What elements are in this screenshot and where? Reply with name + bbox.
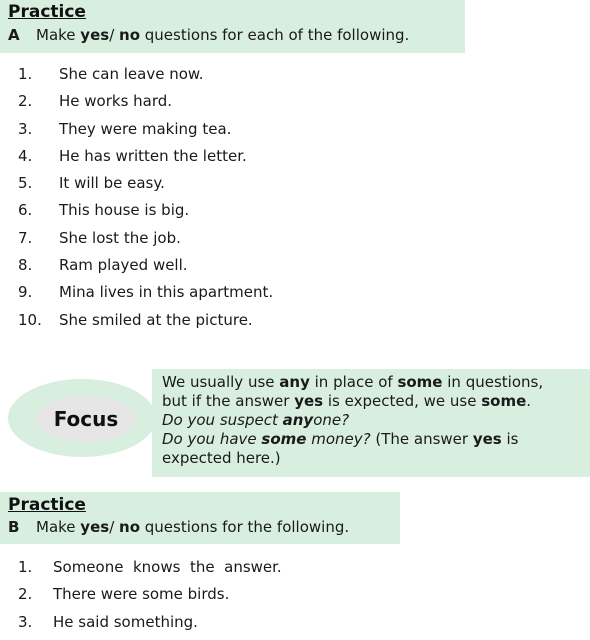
instruction-slash: / bbox=[109, 26, 120, 44]
focus-text: in questions, bbox=[442, 373, 544, 391]
item-text: This house is big. bbox=[59, 201, 190, 220]
item-number: 1. bbox=[18, 65, 33, 83]
focus-text: but if the answer bbox=[162, 392, 295, 410]
focus-bold: yes bbox=[294, 392, 324, 410]
item-number: 10. bbox=[18, 310, 42, 329]
practice-b-letter: B bbox=[8, 518, 20, 536]
focus-text: Do you have bbox=[162, 430, 262, 448]
focus-text: (The answer bbox=[370, 430, 473, 448]
focus-bold: some bbox=[481, 392, 527, 410]
item-number: 3. bbox=[18, 119, 33, 138]
item-text: She smiled at the picture. bbox=[59, 310, 253, 329]
practice-a-instruction bbox=[0, 26, 409, 44]
focus-text: one? bbox=[313, 411, 350, 429]
item-number: 9. bbox=[18, 283, 33, 302]
focus-example bbox=[162, 411, 582, 430]
item-number: 6. bbox=[18, 201, 33, 220]
instruction-text: Make bbox=[36, 26, 81, 44]
practice-b-title: Practice bbox=[8, 495, 86, 515]
item-text: He has written the letter. bbox=[59, 146, 247, 165]
item-text: Someone knows the answer. bbox=[53, 558, 282, 576]
focus-text: . bbox=[526, 392, 532, 410]
focus-badge: Focus bbox=[36, 396, 136, 442]
focus-example bbox=[162, 430, 582, 449]
item-number: 8. bbox=[18, 256, 33, 275]
instruction-text: questions for each of the following. bbox=[140, 26, 410, 44]
item-text: There were some birds. bbox=[53, 585, 230, 604]
instruction-no: no bbox=[119, 518, 140, 536]
focus-note bbox=[152, 369, 590, 477]
focus-bold: yes bbox=[472, 430, 502, 448]
focus-text: We usually use bbox=[162, 373, 280, 391]
focus-text: is bbox=[501, 430, 519, 448]
focus-line bbox=[162, 373, 582, 392]
practice-a-letter: A bbox=[8, 26, 20, 44]
instruction-no: no bbox=[119, 26, 140, 44]
item-number: 4. bbox=[18, 146, 33, 165]
item-number: 7. bbox=[18, 228, 33, 247]
item-number: 2. bbox=[18, 585, 33, 604]
focus-line: expected here.) bbox=[162, 449, 281, 467]
instruction-yes: yes bbox=[80, 518, 110, 536]
item-text: She lost the job. bbox=[59, 228, 181, 247]
item-text: She can leave now. bbox=[59, 65, 204, 83]
item-text: Ram played well. bbox=[59, 256, 188, 275]
instruction-slash: / bbox=[109, 518, 120, 536]
item-text: Mina lives in this apartment. bbox=[59, 283, 274, 302]
focus-bold: some bbox=[397, 373, 443, 391]
focus-text: is expected, we use bbox=[323, 392, 482, 410]
instruction-text: questions for the following. bbox=[140, 518, 350, 536]
item-number: 2. bbox=[18, 92, 33, 111]
item-text: He said something. bbox=[53, 612, 198, 631]
practice-b-instruction bbox=[0, 518, 349, 536]
item-number: 5. bbox=[18, 174, 33, 193]
focus-line bbox=[162, 392, 582, 411]
focus-bold: any bbox=[279, 373, 310, 391]
item-number: 3. bbox=[18, 612, 33, 631]
item-text: They were making tea. bbox=[59, 119, 232, 138]
item-text: He works hard. bbox=[59, 92, 173, 111]
instruction-text: Make bbox=[36, 518, 81, 536]
focus-text: in place of bbox=[309, 373, 398, 391]
item-text: It will be easy. bbox=[59, 174, 165, 193]
focus-bold: some bbox=[261, 430, 307, 448]
focus-bold: any bbox=[282, 411, 314, 429]
item-number: 1. bbox=[18, 558, 33, 576]
instruction-yes: yes bbox=[80, 26, 110, 44]
practice-a-title: Practice bbox=[8, 2, 86, 22]
focus-text: money? bbox=[306, 430, 371, 448]
focus-text: Do you suspect bbox=[162, 411, 283, 429]
